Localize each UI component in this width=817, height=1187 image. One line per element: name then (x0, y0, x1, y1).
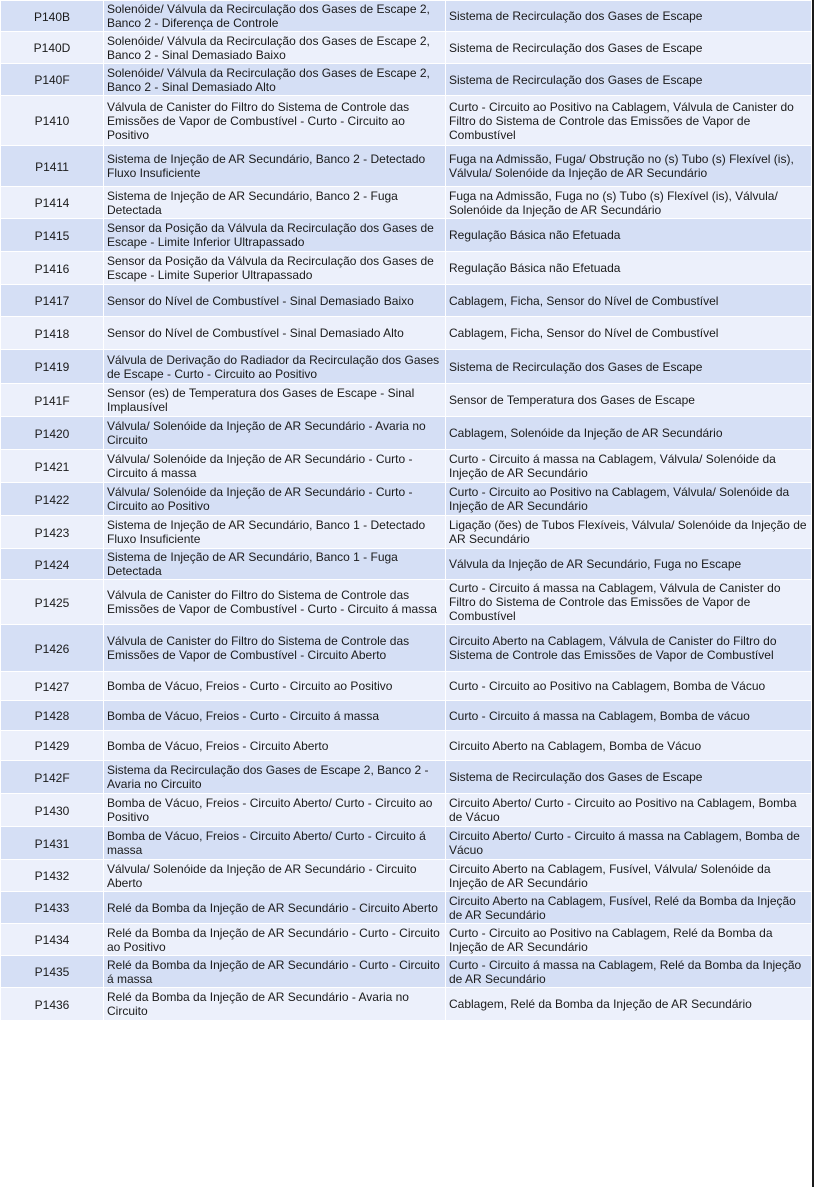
probable-cause-cell: Curto - Circuito ao Positivo na Cablagem, Válvula de Canister do Filtro do Sistema de Controle das Emissões de Vapor de Combustível (446, 96, 812, 146)
fault-description-cell: Válvula de Canister do Filtro do Sistema de Controle das Emissões de Vapor de Combustível - Circuito Aberto (104, 625, 446, 672)
table-row (1, 892, 812, 924)
fault-description-cell: Válvula de Canister do Filtro do Sistema de Controle das Emissões de Vapor de Combustível - Curto - Circuito ao Positivo (104, 96, 446, 146)
table-row (1, 860, 812, 892)
fault-description-cell: Bomba de Vácuo, Freios - Circuito Aberto/ Curto - Circuito á massa (104, 827, 446, 860)
probable-cause-cell: Regulação Básica não Efetuada (446, 252, 812, 285)
probable-cause-cell: Sistema de Recirculação dos Gases de Escape (446, 1, 812, 32)
probable-cause-cell: Sistema de Recirculação dos Gases de Escape (446, 32, 812, 64)
fault-code-cell: P1433 (1, 892, 104, 924)
table-row (1, 483, 812, 516)
fault-description-cell: Bomba de Vácuo, Freios - Circuito Aberto/ Curto - Circuito ao Positivo (104, 794, 446, 827)
fault-description-cell: Sensor do Nível de Combustível - Sinal Demasiado Baixo (104, 285, 446, 317)
probable-cause-cell: Sensor de Temperatura dos Gases de Escape (446, 384, 812, 417)
fault-code-cell: P1419 (1, 350, 104, 384)
probable-cause-cell: Curto - Circuito ao Positivo na Cablagem, Válvula/ Solenóide da Injeção de AR Secundário (446, 483, 812, 516)
table-row (1, 827, 812, 860)
table-row (1, 731, 812, 761)
probable-cause-cell: Cablagem, Ficha, Sensor do Nível de Combustível (446, 285, 812, 317)
fault-code-cell: P1410 (1, 96, 104, 146)
fault-code-cell: P142F (1, 761, 104, 794)
fault-code-cell: P1418 (1, 317, 104, 350)
probable-cause-cell: Curto - Circuito á massa na Cablagem, Válvula de Canister do Filtro do Sistema de Controle das Emissões de Vapor de Combustível (446, 580, 812, 625)
fault-description-cell: Bomba de Vácuo, Freios - Curto - Circuito ao Positivo (104, 672, 446, 701)
table-row (1, 146, 812, 187)
probable-cause-cell: Circuito Aberto na Cablagem, Bomba de Vácuo (446, 731, 812, 761)
probable-cause-cell: Sistema de Recirculação dos Gases de Escape (446, 64, 812, 96)
fault-description-cell: Válvula/ Solenóide da Injeção de AR Secundário - Avaria no Circuito (104, 417, 446, 450)
table-row (1, 625, 812, 672)
probable-cause-cell: Sistema de Recirculação dos Gases de Escape (446, 761, 812, 794)
fault-code-cell: P1411 (1, 146, 104, 187)
fault-code-cell: P1416 (1, 252, 104, 285)
table-row (1, 384, 812, 417)
fault-description-cell: Sensor da Posição da Válvula da Recirculação dos Gases de Escape - Limite Inferior Ultrapassado (104, 219, 446, 252)
fault-code-cell: P1415 (1, 219, 104, 252)
fault-code-cell: P1423 (1, 516, 104, 549)
table-row (1, 1, 812, 32)
table-row (1, 956, 812, 988)
fault-code-cell: P1432 (1, 860, 104, 892)
table-row (1, 417, 812, 450)
probable-cause-cell: Curto - Circuito ao Positivo na Cablagem, Bomba de Vácuo (446, 672, 812, 701)
fault-description-cell: Válvula de Canister do Filtro do Sistema de Controle das Emissões de Vapor de Combustível - Curto - Circuito á massa (104, 580, 446, 625)
fault-description-cell: Relé da Bomba da Injeção de AR Secundário - Circuito Aberto (104, 892, 446, 924)
fault-description-cell: Sensor (es) de Temperatura dos Gases de Escape - Sinal Implausível (104, 384, 446, 417)
page-right-border (812, 0, 814, 1187)
table-row (1, 761, 812, 794)
probable-cause-cell: Curto - Circuito á massa na Cablagem, Relé da Bomba da Injeção de AR Secundário (446, 956, 812, 988)
probable-cause-cell: Circuito Aberto/ Curto - Circuito ao Positivo na Cablagem, Bomba de Vácuo (446, 794, 812, 827)
fault-description-cell: Relé da Bomba da Injeção de AR Secundário - Curto - Circuito á massa (104, 956, 446, 988)
fault-code-cell: P1426 (1, 625, 104, 672)
fault-code-cell: P1420 (1, 417, 104, 450)
probable-cause-cell: Ligação (ões) de Tubos Flexíveis, Válvula/ Solenóide da Injeção de AR Secundário (446, 516, 812, 549)
table-row (1, 516, 812, 549)
fault-description-cell: Bomba de Vácuo, Freios - Curto - Circuito á massa (104, 701, 446, 731)
fault-description-cell: Válvula/ Solenóide da Injeção de AR Secundário - Circuito Aberto (104, 860, 446, 892)
fault-description-cell: Sistema de Injeção de AR Secundário, Banco 2 - Detectado Fluxo Insuficiente (104, 146, 446, 187)
fault-code-cell: P1421 (1, 450, 104, 483)
fault-code-cell: P1430 (1, 794, 104, 827)
fault-code-cell: P1425 (1, 580, 104, 625)
table-row (1, 350, 812, 384)
probable-cause-cell: Curto - Circuito á massa na Cablagem, Válvula/ Solenóide da Injeção de AR Secundário (446, 450, 812, 483)
fault-description-cell: Bomba de Vácuo, Freios - Circuito Aberto (104, 731, 446, 761)
probable-cause-cell: Circuito Aberto na Cablagem, Fusível, Válvula/ Solenóide da Injeção de AR Secundário (446, 860, 812, 892)
probable-cause-cell: Cablagem, Ficha, Sensor do Nível de Combustível (446, 317, 812, 350)
table-row (1, 924, 812, 956)
fault-code-cell: P1422 (1, 483, 104, 516)
fault-description-cell: Sistema de Injeção de AR Secundário, Banco 1 - Fuga Detectada (104, 549, 446, 580)
fault-description-cell: Solenóide/ Válvula da Recirculação dos Gases de Escape 2, Banco 2 - Sinal Demasiado Baixo (104, 32, 446, 64)
table-row (1, 219, 812, 252)
fault-code-cell: P1427 (1, 672, 104, 701)
fault-code-cell: P141F (1, 384, 104, 417)
fault-code-cell: P140D (1, 32, 104, 64)
table-row (1, 450, 812, 483)
table-row (1, 988, 812, 1021)
fault-code-cell: P140F (1, 64, 104, 96)
probable-cause-cell: Cablagem, Relé da Bomba da Injeção de AR Secundário (446, 988, 812, 1021)
fault-code-cell: P1435 (1, 956, 104, 988)
fault-description-cell: Relé da Bomba da Injeção de AR Secundário - Avaria no Circuito (104, 988, 446, 1021)
fault-code-cell: P1431 (1, 827, 104, 860)
fault-code-cell: P1417 (1, 285, 104, 317)
table-row (1, 285, 812, 317)
fault-description-cell: Sistema de Injeção de AR Secundário, Banco 1 - Detectado Fluxo Insuficiente (104, 516, 446, 549)
probable-cause-cell: Fuga na Admissão, Fuga/ Obstrução no (s) Tubo (s) Flexível (is), Válvula/ Solenóide da Injeção de AR Secundário (446, 146, 812, 187)
fault-description-cell: Válvula/ Solenóide da Injeção de AR Secundário - Curto - Circuito á massa (104, 450, 446, 483)
fault-description-cell: Válvula/ Solenóide da Injeção de AR Secundário - Curto - Circuito ao Positivo (104, 483, 446, 516)
fault-description-cell: Válvula de Derivação do Radiador da Recirculação dos Gases de Escape - Curto - Circuito ao Positivo (104, 350, 446, 384)
table-row (1, 96, 812, 146)
fault-code-cell: P1414 (1, 187, 104, 219)
probable-cause-cell: Curto - Circuito á massa na Cablagem, Bomba de vácuo (446, 701, 812, 731)
fault-code-cell: P140B (1, 1, 104, 32)
fault-description-cell: Relé da Bomba da Injeção de AR Secundário - Curto - Circuito ao Positivo (104, 924, 446, 956)
probable-cause-cell: Circuito Aberto na Cablagem, Válvula de Canister do Filtro do Sistema de Controle das Emissões de Vapor de Combustível (446, 625, 812, 672)
table-row (1, 187, 812, 219)
fault-code-cell: P1434 (1, 924, 104, 956)
probable-cause-cell: Fuga na Admissão, Fuga no (s) Tubo (s) Flexível (is), Válvula/ Solenóide da Injeção de AR Secundário (446, 187, 812, 219)
fault-description-cell: Solenóide/ Válvula da Recirculação dos Gases de Escape 2, Banco 2 - Sinal Demasiado Alto (104, 64, 446, 96)
fault-code-cell: P1428 (1, 701, 104, 731)
probable-cause-cell: Regulação Básica não Efetuada (446, 219, 812, 252)
probable-cause-cell: Curto - Circuito ao Positivo na Cablagem, Relé da Bomba da Injeção de AR Secundário (446, 924, 812, 956)
table-row (1, 32, 812, 64)
probable-cause-cell: Circuito Aberto na Cablagem, Fusível, Relé da Bomba da Injeção de AR Secundário (446, 892, 812, 924)
table-row (1, 317, 812, 350)
table-row (1, 794, 812, 827)
fault-code-cell: P1436 (1, 988, 104, 1021)
fault-description-cell: Sistema da Recirculação dos Gases de Escape 2, Banco 2 - Avaria no Circuito (104, 761, 446, 794)
table-row (1, 580, 812, 625)
fault-description-cell: Sensor do Nível de Combustível - Sinal Demasiado Alto (104, 317, 446, 350)
table-row (1, 672, 812, 701)
probable-cause-cell: Válvula da Injeção de AR Secundário, Fuga no Escape (446, 549, 812, 580)
probable-cause-cell: Cablagem, Solenóide da Injeção de AR Secundário (446, 417, 812, 450)
table-row (1, 701, 812, 731)
fault-description-cell: Sensor da Posição da Válvula da Recirculação dos Gases de Escape - Limite Superior Ultrapassado (104, 252, 446, 285)
fault-description-cell: Solenóide/ Válvula da Recirculação dos Gases de Escape 2, Banco 2 - Diferença de Controle (104, 1, 446, 32)
probable-cause-cell: Circuito Aberto/ Curto - Circuito á massa na Cablagem, Bomba de Vácuo (446, 827, 812, 860)
table-row (1, 549, 812, 580)
table-row (1, 64, 812, 96)
table-row (1, 252, 812, 285)
fault-description-cell: Sistema de Injeção de AR Secundário, Banco 2 - Fuga Detectada (104, 187, 446, 219)
probable-cause-cell: Sistema de Recirculação dos Gases de Escape (446, 350, 812, 384)
fault-code-rows (1, 1, 812, 1021)
fault-code-cell: P1424 (1, 549, 104, 580)
fault-code-cell: P1429 (1, 731, 104, 761)
